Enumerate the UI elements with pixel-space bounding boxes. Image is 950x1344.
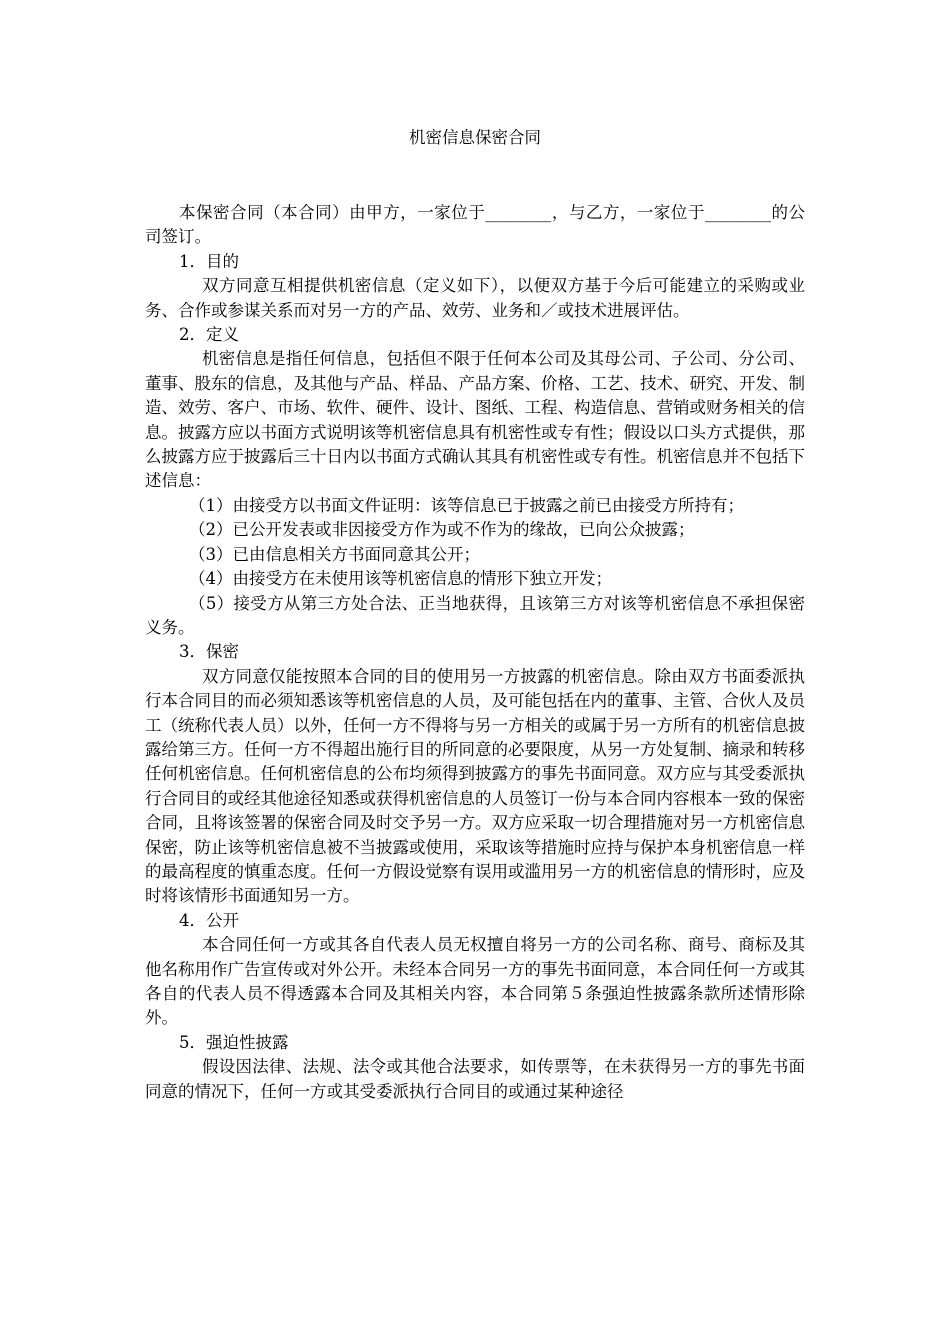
document-title: 机密信息保密合同 xyxy=(409,128,541,147)
list-item: （2）已公开发表或非因接受方作为或不作为的缘故，已向公众披露； xyxy=(189,520,695,540)
list-item: （1）由接受方以书面文件证明：该等信息已于披露之前已由接受方所持有； xyxy=(189,495,744,515)
section-heading-confidentiality: 3．保密 xyxy=(179,642,239,662)
section-paragraph: 双方同意仅能按照本合同的目的使用另一方披露的机密信息。除由双方书面委派执行本合同目的而必须知悉该等机密信息的人员，及可能包括在内的董事、主管、合伙人及员工（统称代表人员）以外，任何一方不得将与另一方相关的或属于另一方所有的机密信息披露给第三方。任何一方不得超出施行目的所同意的必要限度，从另一方处复制、摘录和转移任何机密信息。任何机密信息的公布均须得到披露方的事先书面同意。双方应与其受委派执行合同目的或经其他途径知悉或获得机密信息的人员签订一份与本合同内容根本一致的保密合同，且将该签署的保密合同及时交予另一方。双方应采取一切合理措施对另一方机密信息保密，防止该等机密信息被不当披露或使用，采取该等措施时应持与保护本身机密信息一样的最高程度的慎重态度。任何一方假设觉察有误用或滥用另一方的机密信息的情形时，应及时将该情形书面通知另一方。 xyxy=(145,666,805,906)
section-heading-compelled-disclosure: 5．强迫性披露 xyxy=(179,1032,289,1052)
section-heading-disclosure: 4．公开 xyxy=(179,910,239,930)
section-heading-definition: 2．定义 xyxy=(179,325,239,345)
list-item: （3）已由信息相关方书面同意其公开； xyxy=(189,544,480,564)
list-item: （4）由接受方在未使用该等机密信息的情形下独立开发； xyxy=(189,569,612,589)
list-item: （5）接受方从第三方处合法、正当地获得，且该第三方对该等机密信息不承担保密义务。 xyxy=(145,593,805,637)
section-paragraph: 机密信息是指任何信息，包括但不限于任何本公司及其母公司、子公司、分公司、董事、股东的信息，及其他与产品、样品、产品方案、价格、工艺、技术、研究、开发、制造、效劳、客户、市场、软件、硬件、设计、图纸、工程、构造信息、营销或财务相关的信息。披露方应以书面方式说明该等机密信息具有机密性或专有性；假设以口头方式提供，那么披露方应于披露后三十日内以书面方式确认其具有机密性或专有性。机密信息并不包括下述信息： xyxy=(145,349,805,491)
document-body xyxy=(145,201,805,1104)
section-paragraph: 本合同任何一方或其各自代表人员无权擅自将另一方的公司名称、商号、商标及其他名称用作广告宣传或对外公开。未经本合同另一方的事先书面同意，本合同任何一方或其各自的代表人员不得透露本合同及其相关内容，本合同第５条强迫性披露条款所述情形除外。 xyxy=(145,935,805,1028)
section-heading-purpose: 1．目的 xyxy=(179,251,239,271)
intro-paragraph: 本保密合同（本合同）由甲方，一家位于________，与乙方，一家位于________的公司签订。 xyxy=(145,203,805,247)
section-paragraph: 双方同意互相提供机密信息（定义如下），以便双方基于今后可能建立的采购或业务、合作或参谋关系而对另一方的产品、效劳、业务和／或技术进展评估。 xyxy=(145,276,805,320)
section-paragraph: 假设因法律、法规、法令或其他合法要求，如传票等，在未获得另一方的事先书面同意的情况下，任何一方或其受委派执行合同目的或通过某种途径 xyxy=(145,1057,805,1101)
